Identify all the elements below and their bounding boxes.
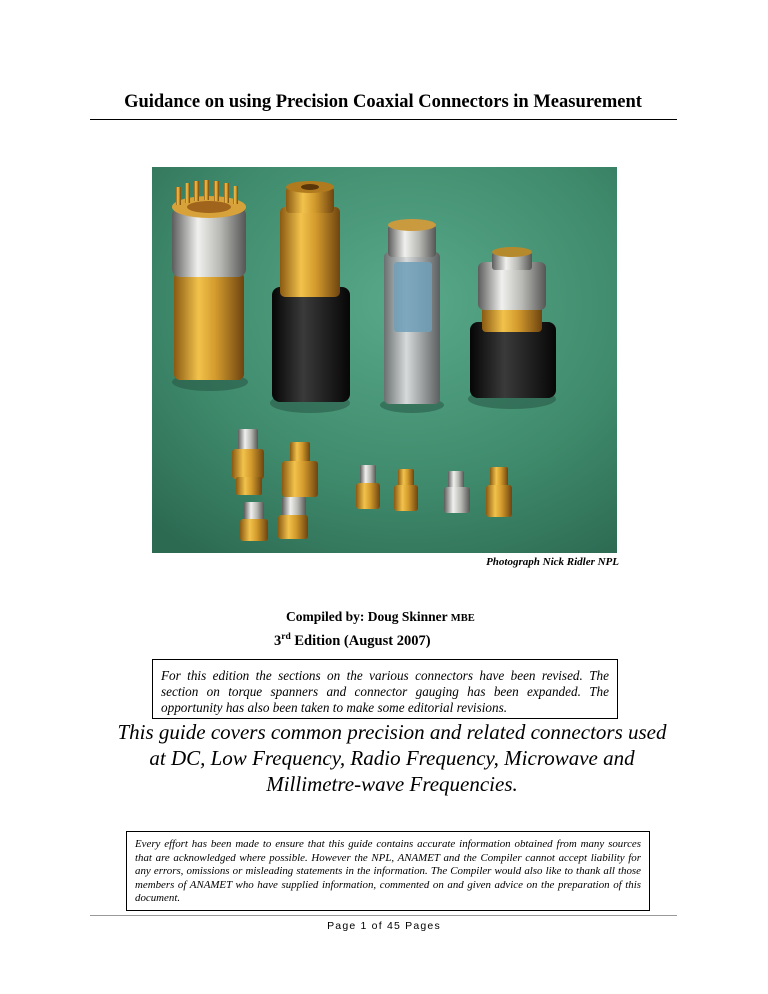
scope-statement: This guide covers common precision and related connectors used at DC, Low Frequency, Radio Frequency, Microwave and Millimetre-wave Frequencies. xyxy=(117,720,667,796)
connectors-photograph xyxy=(152,167,617,553)
document-title: Guidance on using Precision Coaxial Connectors in Measurement xyxy=(124,92,642,112)
connector-large-3 xyxy=(380,219,444,413)
connector-large-2 xyxy=(270,181,350,413)
edition-number: 3 xyxy=(274,632,282,649)
photo-credit: Photograph Nick Ridler NPL xyxy=(486,556,619,568)
connector-large-4 xyxy=(468,247,556,409)
compiled-by-line xyxy=(286,609,475,625)
compiler-honour: MBE xyxy=(450,613,475,624)
edition-text: Edition (August 2007) xyxy=(290,632,431,649)
connector-large-1 xyxy=(172,180,248,391)
edition-ordinal: rd xyxy=(281,632,291,642)
edition-line xyxy=(274,632,431,650)
compiler-name: Compiled by: Doug Skinner xyxy=(286,609,448,624)
page-number-footer: Page 1 of 45 Pages xyxy=(327,920,441,932)
edition-note-box: For this edition the sections on the various connectors have been revised. The section on torque spanners and connector gauging has been expanded. The opportunity has also been taken to make some editorial revisions. xyxy=(152,659,618,719)
footer-rule xyxy=(90,915,677,916)
disclaimer-box: Every effort has been made to ensure that this guide contains accurate information obtained from many sources that are acknowledged where possible. However the NPL, ANAMET and the Compiler cannot accept liability for any errors, omissions or misleading statements in the information. The Compiler would also like to thank all those members of ANAMET who have supplied information, commented on and given advice on the preparation of this document. xyxy=(126,831,650,911)
title-underline xyxy=(90,119,677,120)
